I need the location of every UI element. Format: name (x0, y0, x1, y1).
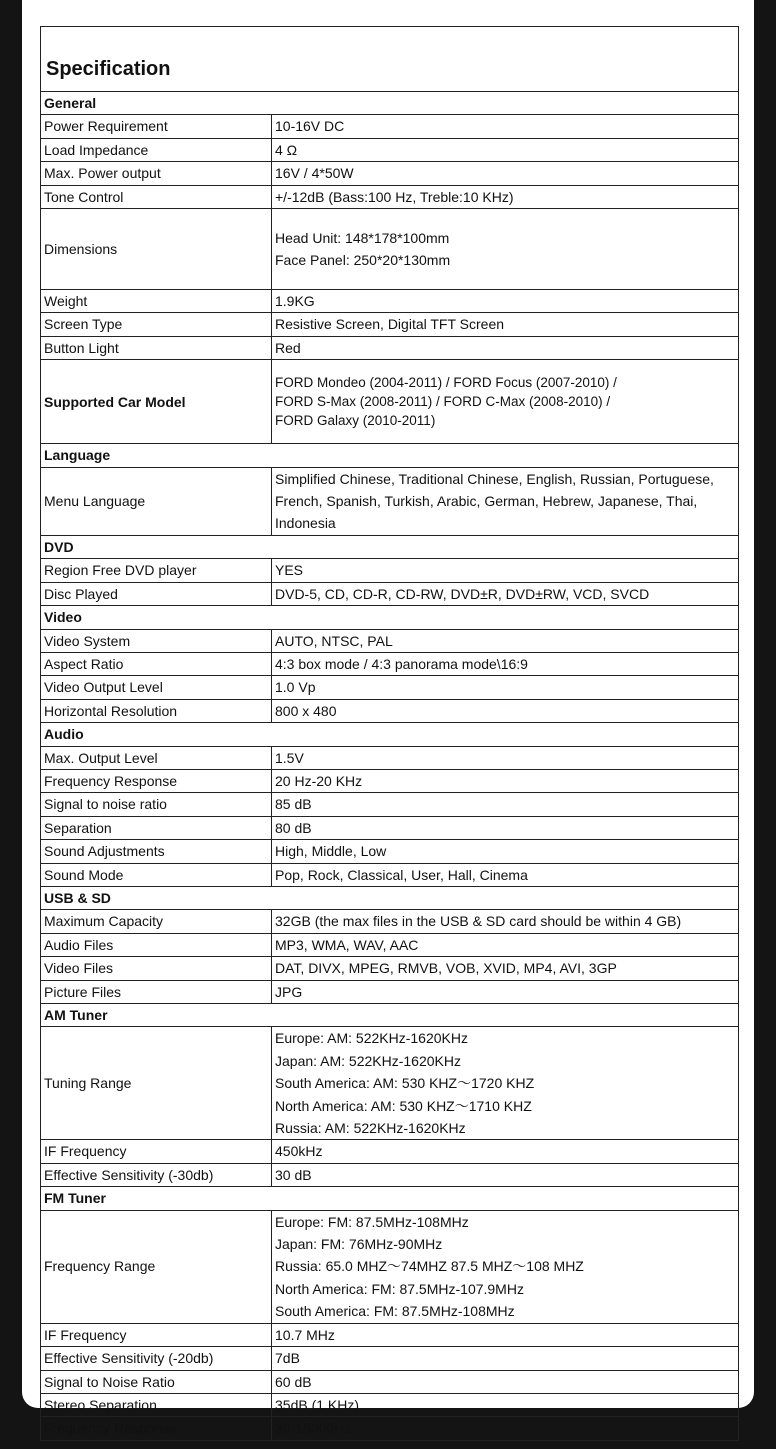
spec-label: Supported Car Model (41, 360, 272, 444)
table-row (41, 582, 739, 605)
spec-label: Aspect Ratio (41, 652, 272, 675)
table-row (41, 1027, 739, 1140)
spec-value: 85 dB (272, 793, 739, 816)
table-row (41, 1347, 739, 1370)
spec-value: 10-16V DC (272, 115, 739, 138)
spec-label: Sound Mode (41, 863, 272, 886)
value-line: North America: AM: 530 KHZ～1710 KHZ (275, 1097, 532, 1114)
spec-value: 4 Ω (272, 138, 739, 161)
spec-value: 35dB (1 KHz) (272, 1393, 739, 1416)
spec-value: MP3, WMA, WAV, AAC (272, 933, 739, 956)
section-header-row (41, 723, 739, 746)
spec-value: 7dB (272, 1347, 739, 1370)
table-row (41, 1393, 739, 1416)
spec-label: Tuning Range (41, 1027, 272, 1140)
table-row (41, 1140, 739, 1163)
spec-value: 800 x 480 (272, 699, 739, 722)
table-row (41, 138, 739, 161)
table-row (41, 313, 739, 336)
spec-label: Video Output Level (41, 676, 272, 699)
spec-label: Screen Type (41, 313, 272, 336)
specification-table (40, 26, 739, 1441)
section-general-header: General (41, 92, 739, 115)
section-header-row (41, 92, 739, 115)
table-row (41, 336, 739, 359)
spec-label: Region Free DVD player (41, 559, 272, 582)
table-row (41, 957, 739, 980)
spec-value (272, 360, 739, 444)
spec-value (272, 467, 739, 535)
value-line: Indonesia (275, 515, 336, 532)
table-row (41, 360, 739, 444)
spec-value: +/-12dB (Bass:100 Hz, Treble:10 KHz) (272, 185, 739, 208)
spec-label: Video System (41, 629, 272, 652)
spec-value: 30-15000Hz (272, 1417, 739, 1440)
table-row (41, 933, 739, 956)
section-header-row (41, 535, 739, 558)
spec-value: 30 dB (272, 1163, 739, 1186)
section-header-row (41, 1187, 739, 1210)
spec-value: Red (272, 336, 739, 359)
value-line: Europe: AM: 522KHz-1620KHz (275, 1030, 468, 1047)
table-row (41, 863, 739, 886)
spec-label: Max. Output Level (41, 746, 272, 769)
spec-value: JPG (272, 980, 739, 1003)
value-line: Japan: AM: 522KHz-1620KHz (275, 1052, 461, 1069)
spec-value: 10.7 MHz (272, 1323, 739, 1346)
spec-label: Signal to noise ratio (41, 793, 272, 816)
spec-label: Tone Control (41, 185, 272, 208)
spec-value: 1.9KG (272, 290, 739, 313)
spec-label: Frequency Response (41, 769, 272, 792)
spec-value (272, 209, 739, 290)
value-line: FORD Galaxy (2010-2011) (275, 413, 436, 429)
spec-value: Resistive Screen, Digital TFT Screen (272, 313, 739, 336)
table-row (41, 115, 739, 138)
spec-value: 80 dB (272, 816, 739, 839)
value-line: Russia: AM: 522KHz-1620KHz (275, 1120, 466, 1137)
spec-value: 450kHz (272, 1140, 739, 1163)
spec-label: Effective Sensitivity (-20db) (41, 1347, 272, 1370)
spec-value (272, 1210, 739, 1323)
spec-value: AUTO, NTSC, PAL (272, 629, 739, 652)
page-title: Specification (41, 27, 739, 92)
value-line: FORD S-Max (2008-2011) / FORD C-Max (2008-2010) / (275, 394, 611, 410)
spec-label: Frequency Range (41, 1210, 272, 1323)
spec-value: 60 dB (272, 1370, 739, 1393)
table-row (41, 467, 739, 535)
section-header-row (41, 886, 739, 909)
spec-value: High, Middle, Low (272, 840, 739, 863)
spec-label: Maximum Capacity (41, 910, 272, 933)
section-header-row (41, 606, 739, 629)
table-row (41, 162, 739, 185)
spec-value: 32GB (the max files in the USB & SD card should be within 4 GB) (272, 910, 739, 933)
spec-label: IF Frequency (41, 1323, 272, 1346)
value-line: Russia: 65.0 MHZ～74MHZ 87.5 MHZ～108 MHZ (275, 1258, 584, 1275)
table-row (41, 699, 739, 722)
table-row (41, 910, 739, 933)
spec-label: Horizontal Resolution (41, 699, 272, 722)
table-row (41, 559, 739, 582)
section-header-row (41, 1004, 739, 1027)
spec-value: YES (272, 559, 739, 582)
section-am-tuner-header: AM Tuner (41, 1004, 739, 1027)
value-line: French, Spanish, Turkish, Arabic, German, Hebrew, Japanese, Thai, (275, 493, 698, 510)
spec-label: Video Files (41, 957, 272, 980)
table-row (41, 185, 739, 208)
table-row (41, 652, 739, 675)
spec-value: 1.0 Vp (272, 676, 739, 699)
spec-value: DVD-5, CD, CD-R, CD-RW, DVD±R, DVD±RW, VCD, SVCD (272, 582, 739, 605)
spec-label: Load Impedance (41, 138, 272, 161)
spec-label: Menu Language (41, 467, 272, 535)
value-line: Japan: FM: 76MHz-90MHz (275, 1236, 443, 1253)
spec-value: Pop, Rock, Classical, User, Hall, Cinema (272, 863, 739, 886)
table-row (41, 1417, 739, 1440)
spec-value: 16V / 4*50W (272, 162, 739, 185)
spec-value: 20 Hz-20 KHz (272, 769, 739, 792)
spec-value: 4:3 box mode / 4:3 panorama mode\16:9 (272, 652, 739, 675)
spec-label: IF Frequency (41, 1140, 272, 1163)
value-line: Face Panel: 250*20*130mm (275, 252, 451, 269)
section-language-header: Language (41, 444, 739, 467)
spec-label: Effective Sensitivity (-30db) (41, 1163, 272, 1186)
spec-label: Signal to Noise Ratio (41, 1370, 272, 1393)
spec-label: Max. Power output (41, 162, 272, 185)
section-video-header: Video (41, 606, 739, 629)
table-row (41, 676, 739, 699)
value-line: FORD Mondeo (2004-2011) / FORD Focus (2007-2010) / (275, 375, 617, 391)
value-line: Head Unit: 148*178*100mm (275, 229, 450, 246)
section-usb-sd-header: USB & SD (41, 886, 739, 909)
value-line: Europe: FM: 87.5MHz-108MHz (275, 1213, 469, 1230)
table-row (41, 209, 739, 290)
spec-label: Sound Adjustments (41, 840, 272, 863)
spec-label: Stereo Separation (41, 1393, 272, 1416)
spec-value: DAT, DIVX, MPEG, RMVB, VOB, XVID, MP4, AVI, 3GP (272, 957, 739, 980)
spec-label: Weight (41, 290, 272, 313)
table-row (41, 793, 739, 816)
value-line: South America: AM: 530 KHZ～1720 KHZ (275, 1075, 535, 1092)
table-row (41, 1323, 739, 1346)
table-row (41, 629, 739, 652)
spec-label: Picture Files (41, 980, 272, 1003)
table-row (41, 1210, 739, 1323)
table-row (41, 816, 739, 839)
section-audio-header: Audio (41, 723, 739, 746)
value-line: North America: FM: 87.5MHz-107.9MHz (275, 1280, 524, 1297)
value-line: South America: FM: 87.5MHz-108MHz (275, 1303, 515, 1320)
table-row (41, 769, 739, 792)
spec-value (272, 1027, 739, 1140)
table-row (41, 290, 739, 313)
spec-label: Separation (41, 816, 272, 839)
spec-value: 1.5V (272, 746, 739, 769)
section-dvd-header: DVD (41, 535, 739, 558)
spec-label: Audio Files (41, 933, 272, 956)
spec-label: Power Requirement (41, 115, 272, 138)
spec-label: Dimensions (41, 209, 272, 290)
table-row (41, 840, 739, 863)
section-header-row (41, 444, 739, 467)
value-line: Simplified Chinese, Traditional Chinese, English, Russian, Portuguese, (275, 470, 714, 487)
section-fm-tuner-header: FM Tuner (41, 1187, 739, 1210)
spec-label: Button Light (41, 336, 272, 359)
spec-label: Frequency Response (41, 1417, 272, 1440)
title-row (41, 27, 739, 92)
table-row (41, 1163, 739, 1186)
table-row (41, 1370, 739, 1393)
table-row (41, 980, 739, 1003)
table-row (41, 746, 739, 769)
spec-label: Disc Played (41, 582, 272, 605)
